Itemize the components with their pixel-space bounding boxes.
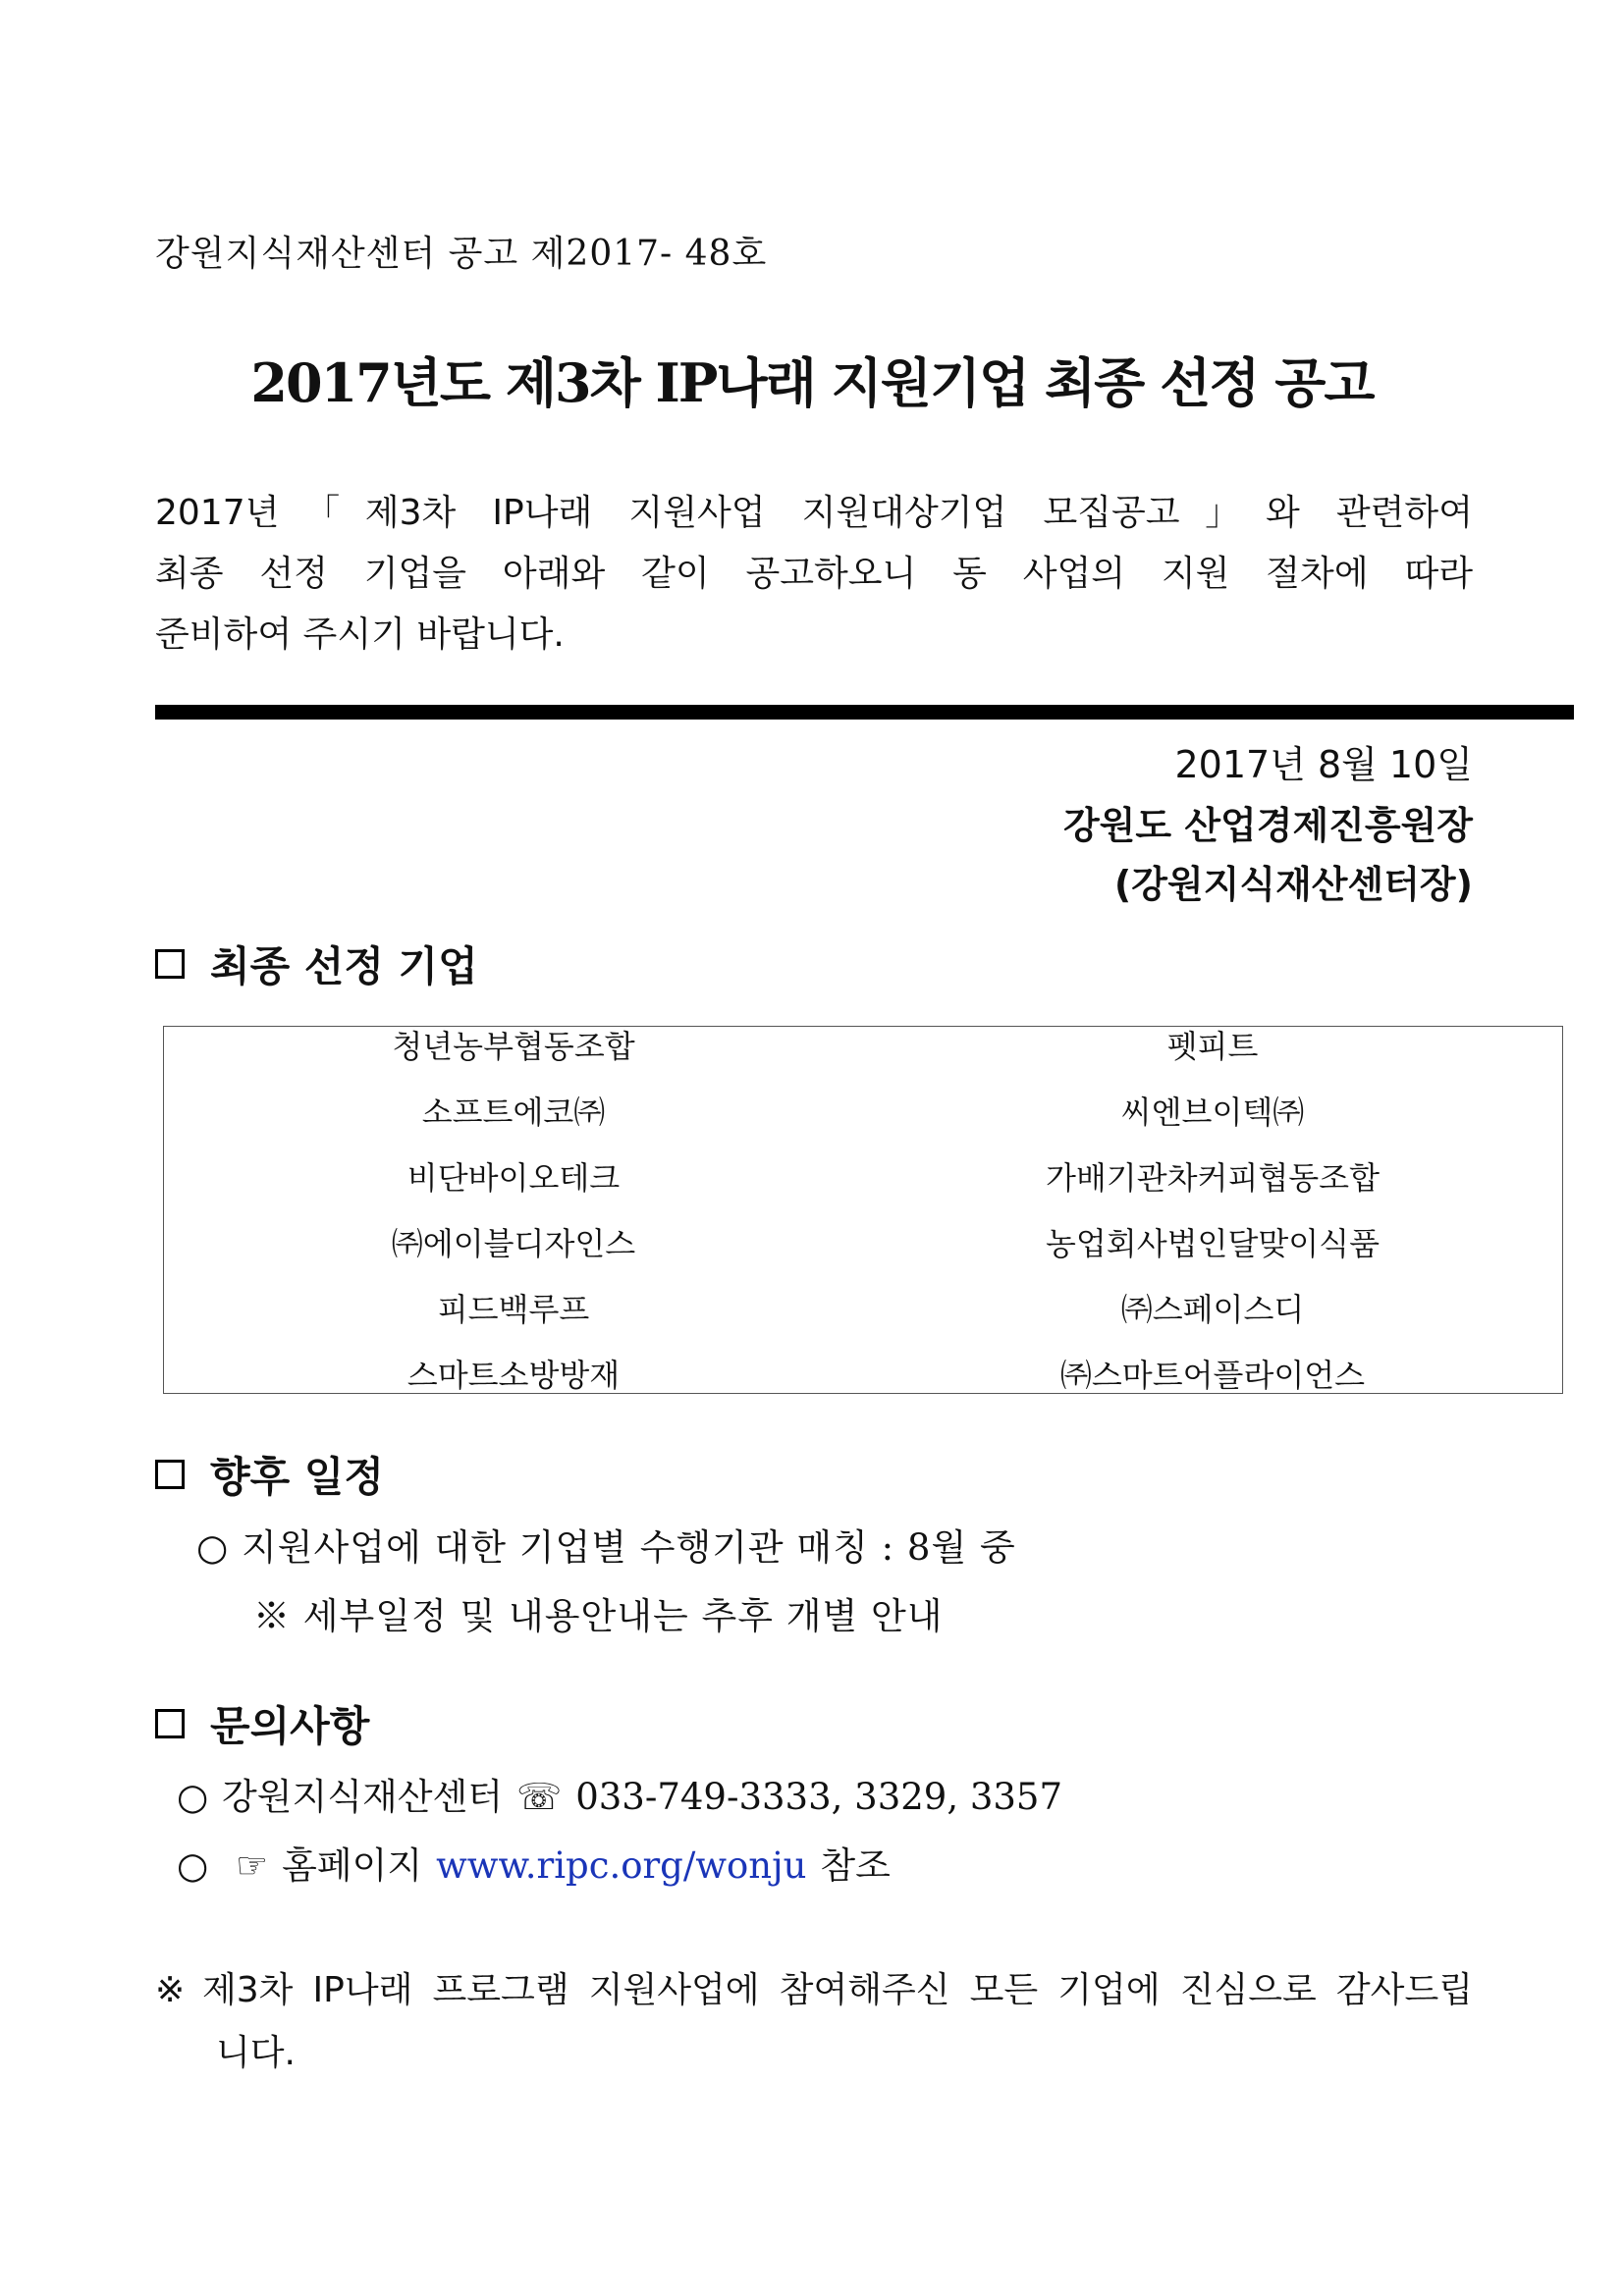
closing-line-1 [155,1959,1473,2022]
intro-line-2: 최종 선정 기업을 아래와 같이 공고하오니 동 사업의 지원 절차에 따라 [155,554,1473,594]
phone-numbers: 033-749-3333, 3329, 3357 [575,1776,1062,1818]
company-name: 소프트에코㈜ [421,1094,606,1131]
circle-bullet-icon: ○ [177,1844,209,1887]
issue-date: 2017년 8월 10일 [1174,743,1473,786]
closing-note [155,1959,1473,2085]
contact-organization: 강원지식재산센터 [222,1776,503,1818]
company-table [163,1026,1563,1394]
reference-mark-icon: ※ [155,1970,186,2010]
issuer-name: 강원도 산업경제진흥원장 [1062,804,1473,847]
company-name: 청년농부협동조합 [392,1028,635,1065]
intro-paragraph [155,483,1473,666]
schedule-item-text: 지원사업에 대한 기업별 수행기관 매칭 : 8월 중 [242,1526,1016,1569]
company-name: 가배기관차커피협동조합 [1045,1159,1380,1197]
company-name: 농업회사법인달맞이식품 [1045,1225,1380,1262]
checkbox-square-icon [155,949,185,979]
company-name: 피드백루프 [437,1291,590,1328]
intro-line-3: 준비하여 주시기 바랍니다. [155,614,565,655]
company-name: ㈜스마트어플라이언스 [1059,1357,1366,1394]
closing-text-1: 제3차 IP나래 프로그램 지원사업에 참여해주신 모든 기업에 진심으로 감사드립 [202,1970,1473,2010]
table-row [164,1158,1562,1224]
pointing-hand-icon: ☞ [236,1844,269,1887]
circle-bullet-icon: ○ [196,1526,230,1569]
section-heading-companies [155,934,478,993]
company-name: 비단바이오테크 [406,1159,621,1197]
company-name: 씨엔브이텍㈜ [1120,1094,1305,1131]
section-heading-label: 향후 일정 [210,1453,384,1501]
checkbox-square-icon [155,1460,185,1489]
homepage-link[interactable]: www.ripc.org/wonju [436,1844,807,1887]
page-title: 2017년도 제3차 IP나래 지원기업 최종 선정 공고 [250,351,1374,414]
table-row [164,1027,1562,1093]
schedule-item [196,1518,1016,1571]
checkbox-square-icon [155,1709,185,1738]
table-row [164,1224,1562,1290]
contact-phone [177,1767,1062,1820]
contact-web [177,1836,891,1889]
company-name: 펫피트 [1166,1028,1259,1065]
schedule-note: ※ 세부일정 및 내용안내는 추후 개별 안내 [253,1595,944,1637]
telephone-icon: ☏ [515,1776,563,1818]
company-name: ㈜에이블디자인스 [391,1225,636,1262]
closing-line-2: 니다. [216,2033,296,2073]
notice-number: 강원지식재산센터 공고 제2017- 48호 [155,234,768,274]
homepage-label: 홈페이지 [282,1844,423,1887]
circle-bullet-icon: ○ [177,1776,209,1818]
section-divider [155,705,1574,720]
table-row [164,1356,1562,1421]
table-row [164,1093,1562,1158]
issuer-subtitle: (강원지식재산센터장) [1113,863,1473,906]
section-heading-label: 문의사항 [210,1702,370,1750]
company-name: ㈜스페이스디 [1120,1291,1305,1328]
intro-line-1: 2017년「제3차 IP나래 지원사업 지원대상기업 모집공고」와 관련하여 [155,493,1473,533]
table-row [164,1290,1562,1356]
company-name: 스마트소방방재 [406,1357,621,1394]
section-heading-label: 최종 선정 기업 [210,942,478,990]
homepage-suffix: 참조 [820,1844,891,1887]
section-heading-contact [155,1694,369,1753]
section-heading-schedule [155,1445,384,1504]
